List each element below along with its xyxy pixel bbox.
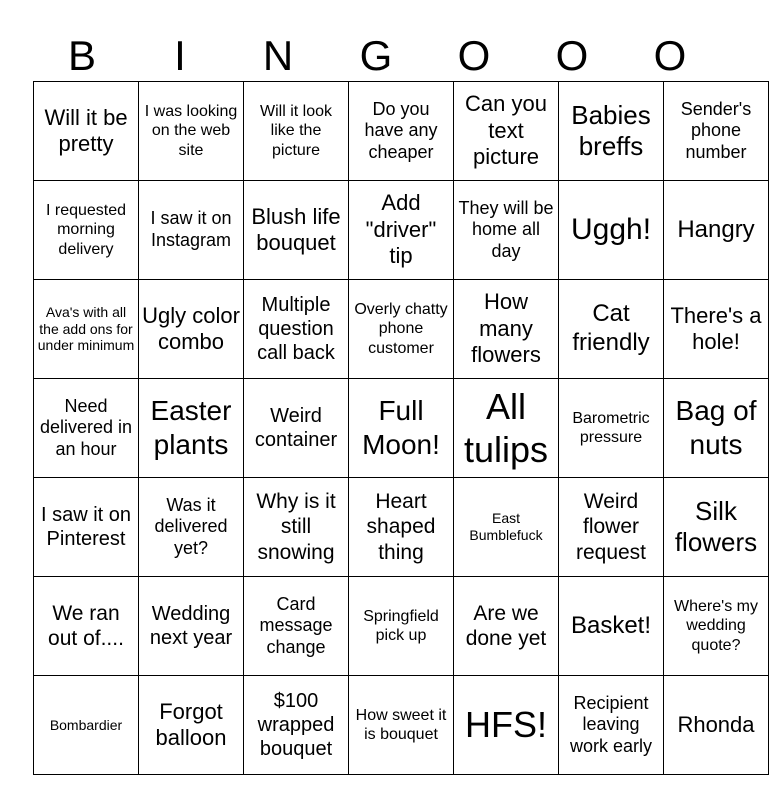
bingo-cell[interactable]: East Bumblefuck <box>454 478 559 577</box>
header-letter: O <box>653 32 687 79</box>
bingo-cell[interactable]: Card message change <box>244 577 349 676</box>
bingo-cell[interactable]: I requested morning delivery <box>34 181 139 280</box>
header-letter: I <box>174 32 186 79</box>
bingo-cell[interactable]: Barometric pressure <box>559 379 664 478</box>
bingo-cell[interactable]: Easter plants <box>139 379 244 478</box>
bingo-cell[interactable]: Will it look like the picture <box>244 82 349 181</box>
bingo-cell[interactable]: Where's my wedding quote? <box>664 577 769 676</box>
bingo-cell[interactable]: Wedding next year <box>139 577 244 676</box>
bingo-row <box>34 478 769 577</box>
bingo-cell[interactable]: Full Moon! <box>349 379 454 478</box>
bingo-cell[interactable]: Add "driver" tip <box>349 181 454 280</box>
bingo-cell[interactable]: Uggh! <box>559 181 664 280</box>
bingo-cell[interactable]: Was it delivered yet? <box>139 478 244 577</box>
header-letter: G <box>359 32 393 79</box>
bingo-row <box>34 280 769 379</box>
bingo-cell[interactable]: Weird container <box>244 379 349 478</box>
bingo-row <box>34 181 769 280</box>
bingo-row <box>34 379 769 478</box>
bingo-cell[interactable]: Will it be pretty <box>34 82 139 181</box>
bingo-cell[interactable]: All tulips <box>454 379 559 478</box>
bingo-cell[interactable]: Multiple question call back <box>244 280 349 379</box>
bingo-cell[interactable]: Forgot balloon <box>139 676 244 775</box>
bingo-cell[interactable]: Recipient leaving work early <box>559 676 664 775</box>
bingo-cell[interactable]: Basket! <box>559 577 664 676</box>
bingo-cell[interactable]: How many flowers <box>454 280 559 379</box>
bingo-cell[interactable]: Blush life bouquet <box>244 181 349 280</box>
bingo-cell[interactable]: Hangry <box>664 181 769 280</box>
bingo-cell[interactable]: Babies breffs <box>559 82 664 181</box>
bingo-cell[interactable]: HFS! <box>454 676 559 775</box>
bingo-row <box>34 577 769 676</box>
bingo-row <box>34 82 769 181</box>
bingo-cell[interactable]: Ugly color combo <box>139 280 244 379</box>
header-letter: N <box>262 32 294 79</box>
bingo-card <box>33 81 769 775</box>
header-letter: O <box>457 32 491 79</box>
bingo-cell[interactable]: I saw it on Instagram <box>139 181 244 280</box>
bingo-cell[interactable]: Why is it still snowing <box>244 478 349 577</box>
bingo-cell[interactable]: I was looking on the web site <box>139 82 244 181</box>
bingo-cell[interactable]: Do you have any cheaper <box>349 82 454 181</box>
bingo-cell[interactable]: How sweet it is bouquet <box>349 676 454 775</box>
header-letter: O <box>555 32 589 79</box>
bingo-cell[interactable]: Springfield pick up <box>349 577 454 676</box>
bingo-cell[interactable]: $100 wrapped bouquet <box>244 676 349 775</box>
bingo-cell[interactable]: I saw it on Pinterest <box>34 478 139 577</box>
bingo-cell[interactable]: We ran out of.... <box>34 577 139 676</box>
bingo-cell[interactable]: Overly chatty phone customer <box>349 280 454 379</box>
bingo-cell[interactable]: Ava's with all the add ons for under minimum <box>34 280 139 379</box>
bingo-cell[interactable]: Bag of nuts <box>664 379 769 478</box>
header-letter: B <box>67 32 96 79</box>
bingo-cell[interactable]: Rhonda <box>664 676 769 775</box>
bingo-cell[interactable]: Are we done yet <box>454 577 559 676</box>
bingo-cell[interactable]: Silk flowers <box>664 478 769 577</box>
bingo-cell[interactable]: Can you text picture <box>454 82 559 181</box>
bingo-cell[interactable]: Heart shaped thing <box>349 478 454 577</box>
bingo-cell[interactable]: Cat friendly <box>559 280 664 379</box>
bingo-row <box>34 676 769 775</box>
bingo-cell[interactable]: There's a hole! <box>664 280 769 379</box>
bingo-cell[interactable]: Bombardier <box>34 676 139 775</box>
bingo-cell[interactable]: Need delivered in an hour <box>34 379 139 478</box>
bingo-header <box>33 32 719 80</box>
bingo-cell[interactable]: Weird flower request <box>559 478 664 577</box>
bingo-cell[interactable]: They will be home all day <box>454 181 559 280</box>
bingo-cell[interactable]: Sender's phone number <box>664 82 769 181</box>
